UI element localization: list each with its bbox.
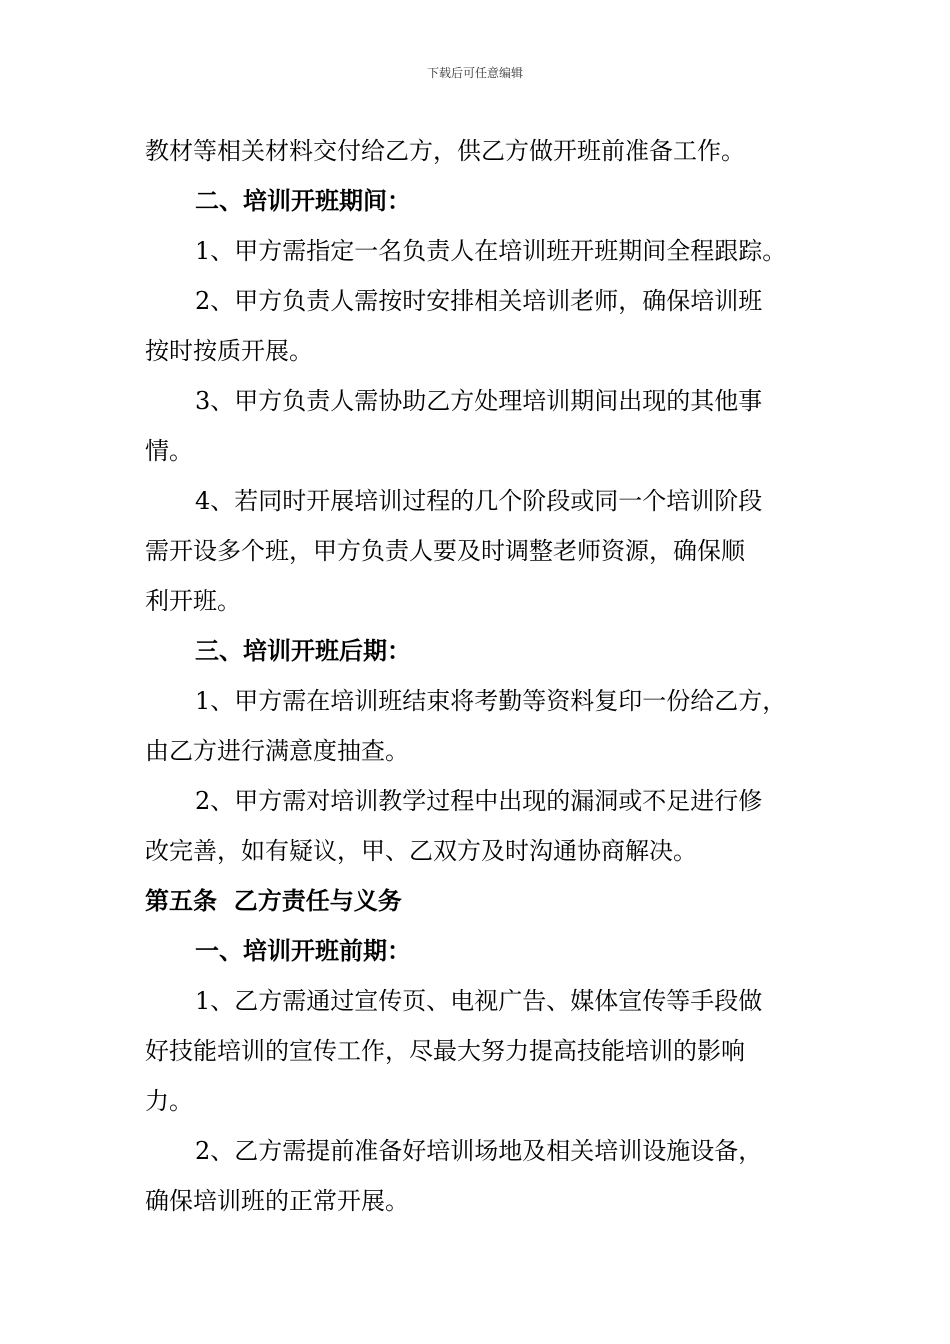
paragraph-line: 1、乙方需通过宣传页、电视广告、媒体宣传等手段做 [195,987,763,1015]
paragraph-line: 2、甲方负责人需按时安排相关培训老师，确保培训班 [195,287,763,315]
paragraph-line: 情。 [145,437,193,465]
paragraph-line: 1、甲方需指定一名负责人在培训班开班期间全程跟踪。 [195,237,787,265]
paragraph-line: 确保培训班的正常开展。 [145,1187,409,1215]
paragraph-line: 改完善，如有疑议，甲、乙双方及时沟通协商解决。 [145,837,697,865]
paragraph-line: 需开设多个班，甲方负责人要及时调整老师资源，确保顺 [145,537,745,565]
paragraph-line: 1、甲方需在培训班结束将考勤等资料复印一份给乙方， [195,687,787,715]
paragraph-line: 2、乙方需提前准备好培训场地及相关培训设施设备， [195,1137,763,1165]
article-heading: 第五条 乙方责任与义务 [145,886,402,915]
paragraph-line: 3、甲方负责人需协助乙方处理培训期间出现的其他事 [195,387,763,415]
paragraph-line: 2、甲方需对培训教学过程中出现的漏洞或不足进行修 [195,787,763,815]
section-heading: 三、培训开班后期： [195,636,411,665]
paragraph-line: 利开班。 [145,587,241,615]
paragraph-line: 按时按质开展。 [145,337,313,365]
document-body [145,126,825,1226]
paragraph-line: 教材等相关材料交付给乙方，供乙方做开班前准备工作。 [145,137,745,165]
section-heading: 二、培训开班期间： [195,186,411,215]
section-heading: 一、培训开班前期： [195,936,411,965]
page-header: 下载后可任意编辑 [426,66,523,80]
paragraph-line: 由乙方进行满意度抽查。 [145,737,409,765]
paragraph-line: 好技能培训的宣传工作，尽最大努力提高技能培训的影响 [145,1037,745,1065]
paragraph-line: 4、若同时开展培训过程的几个阶段或同一个培训阶段 [195,487,763,515]
paragraph-line: 力。 [145,1087,193,1115]
